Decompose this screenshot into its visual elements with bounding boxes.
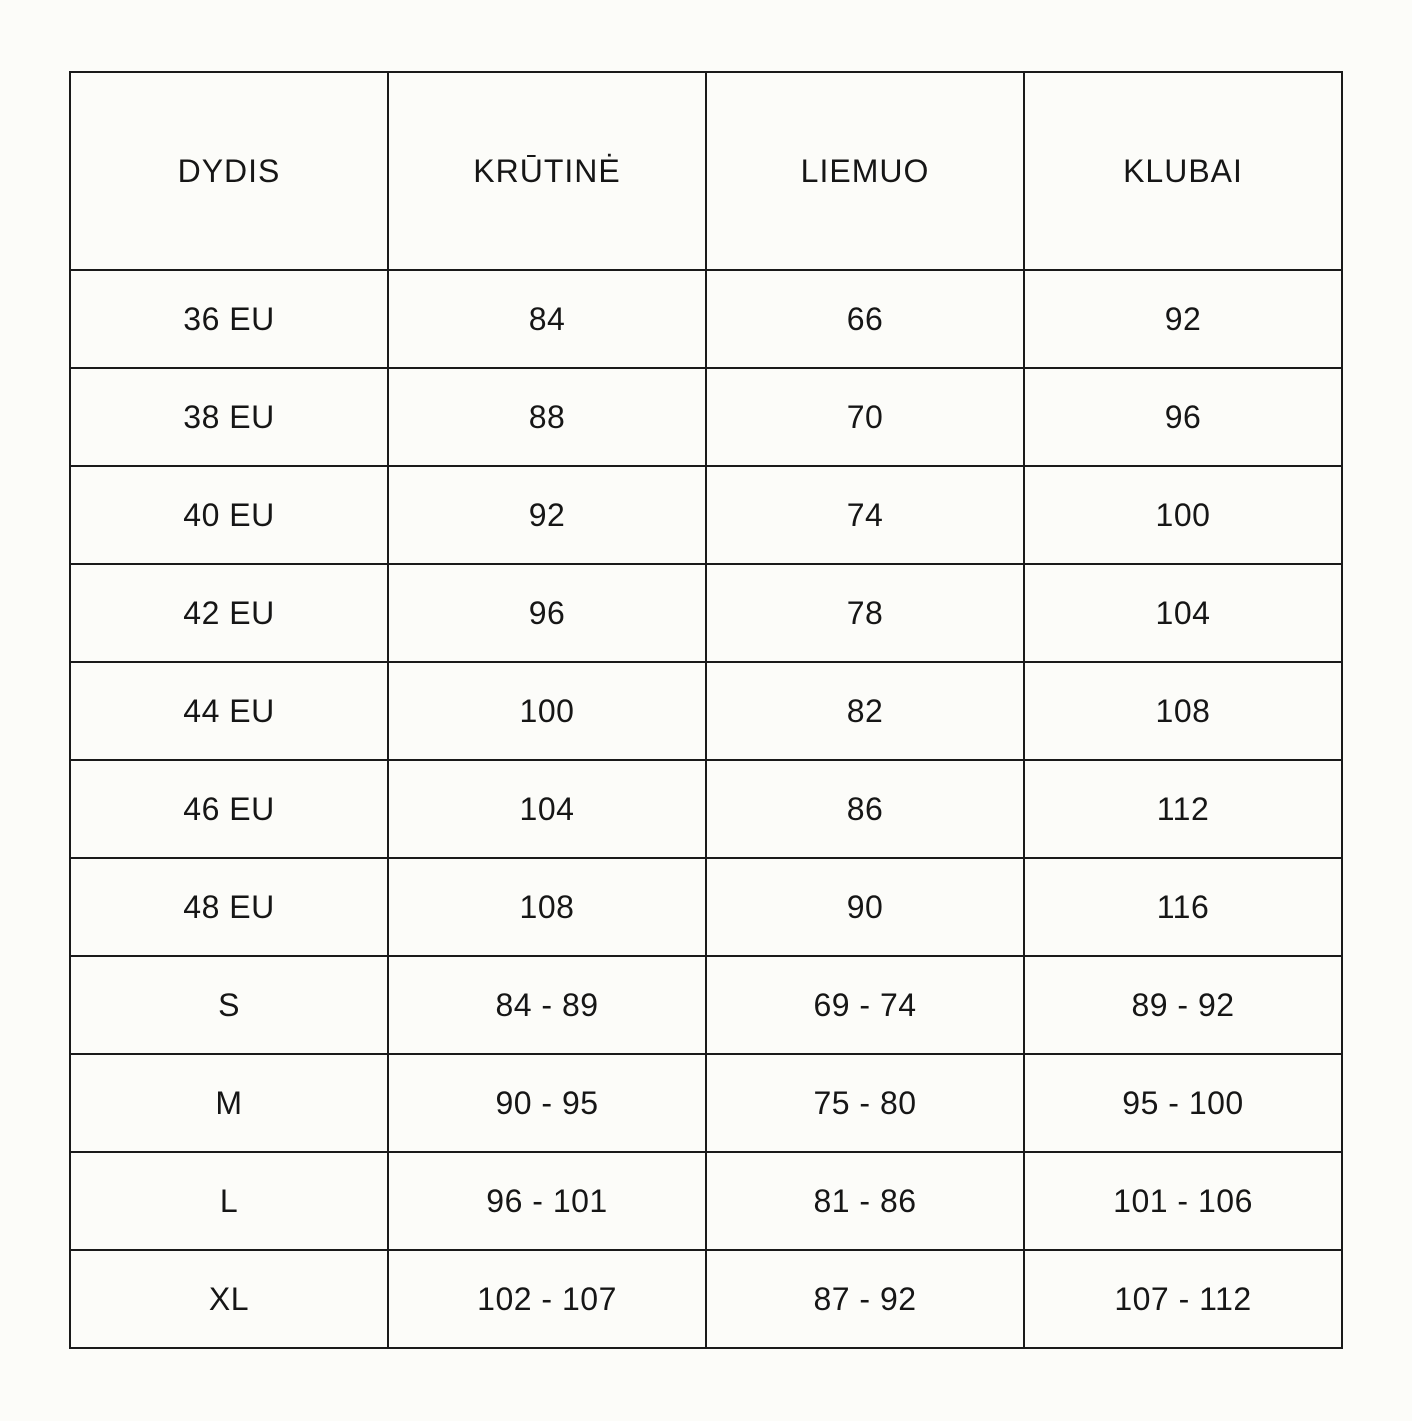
hips-cell: 89 - 92 — [1024, 956, 1342, 1054]
waist-cell: 82 — [706, 662, 1024, 760]
chest-cell: 84 - 89 — [388, 956, 706, 1054]
size-cell: 46 EU — [70, 760, 388, 858]
chest-cell: 92 — [388, 466, 706, 564]
column-header-hips: KLUBAI — [1024, 72, 1342, 270]
table-row — [70, 1152, 1342, 1250]
size-chart-table — [69, 71, 1343, 1349]
hips-cell: 96 — [1024, 368, 1342, 466]
hips-cell: 100 — [1024, 466, 1342, 564]
table-row — [70, 564, 1342, 662]
hips-cell: 116 — [1024, 858, 1342, 956]
hips-cell: 107 - 112 — [1024, 1250, 1342, 1348]
size-cell: 40 EU — [70, 466, 388, 564]
table-row — [70, 270, 1342, 368]
hips-cell: 108 — [1024, 662, 1342, 760]
chest-cell: 100 — [388, 662, 706, 760]
waist-cell: 70 — [706, 368, 1024, 466]
table-row — [70, 1054, 1342, 1152]
hips-cell: 112 — [1024, 760, 1342, 858]
size-cell: 42 EU — [70, 564, 388, 662]
size-cell: 44 EU — [70, 662, 388, 760]
chest-cell: 108 — [388, 858, 706, 956]
header-row — [70, 72, 1342, 270]
table-row — [70, 368, 1342, 466]
column-header-chest: KRŪTINĖ — [388, 72, 706, 270]
table-row — [70, 956, 1342, 1054]
size-cell: L — [70, 1152, 388, 1250]
chest-cell: 104 — [388, 760, 706, 858]
chest-cell: 88 — [388, 368, 706, 466]
waist-cell: 81 - 86 — [706, 1152, 1024, 1250]
table-row — [70, 1250, 1342, 1348]
hips-cell: 101 - 106 — [1024, 1152, 1342, 1250]
table-row — [70, 760, 1342, 858]
chest-cell: 96 - 101 — [388, 1152, 706, 1250]
table-row — [70, 466, 1342, 564]
table-row — [70, 662, 1342, 760]
size-cell: 48 EU — [70, 858, 388, 956]
size-chart-body — [70, 270, 1342, 1348]
waist-cell: 69 - 74 — [706, 956, 1024, 1054]
column-header-waist: LIEMUO — [706, 72, 1024, 270]
hips-cell: 104 — [1024, 564, 1342, 662]
chest-cell: 102 - 107 — [388, 1250, 706, 1348]
size-cell: XL — [70, 1250, 388, 1348]
chest-cell: 84 — [388, 270, 706, 368]
size-cell: S — [70, 956, 388, 1054]
size-cell: M — [70, 1054, 388, 1152]
chest-cell: 96 — [388, 564, 706, 662]
size-chart-header — [70, 72, 1342, 270]
hips-cell: 92 — [1024, 270, 1342, 368]
hips-cell: 95 - 100 — [1024, 1054, 1342, 1152]
waist-cell: 86 — [706, 760, 1024, 858]
waist-cell: 66 — [706, 270, 1024, 368]
table-row — [70, 858, 1342, 956]
waist-cell: 78 — [706, 564, 1024, 662]
size-cell: 38 EU — [70, 368, 388, 466]
size-cell: 36 EU — [70, 270, 388, 368]
waist-cell: 75 - 80 — [706, 1054, 1024, 1152]
waist-cell: 74 — [706, 466, 1024, 564]
waist-cell: 87 - 92 — [706, 1250, 1024, 1348]
chest-cell: 90 - 95 — [388, 1054, 706, 1152]
column-header-size: DYDIS — [70, 72, 388, 270]
waist-cell: 90 — [706, 858, 1024, 956]
